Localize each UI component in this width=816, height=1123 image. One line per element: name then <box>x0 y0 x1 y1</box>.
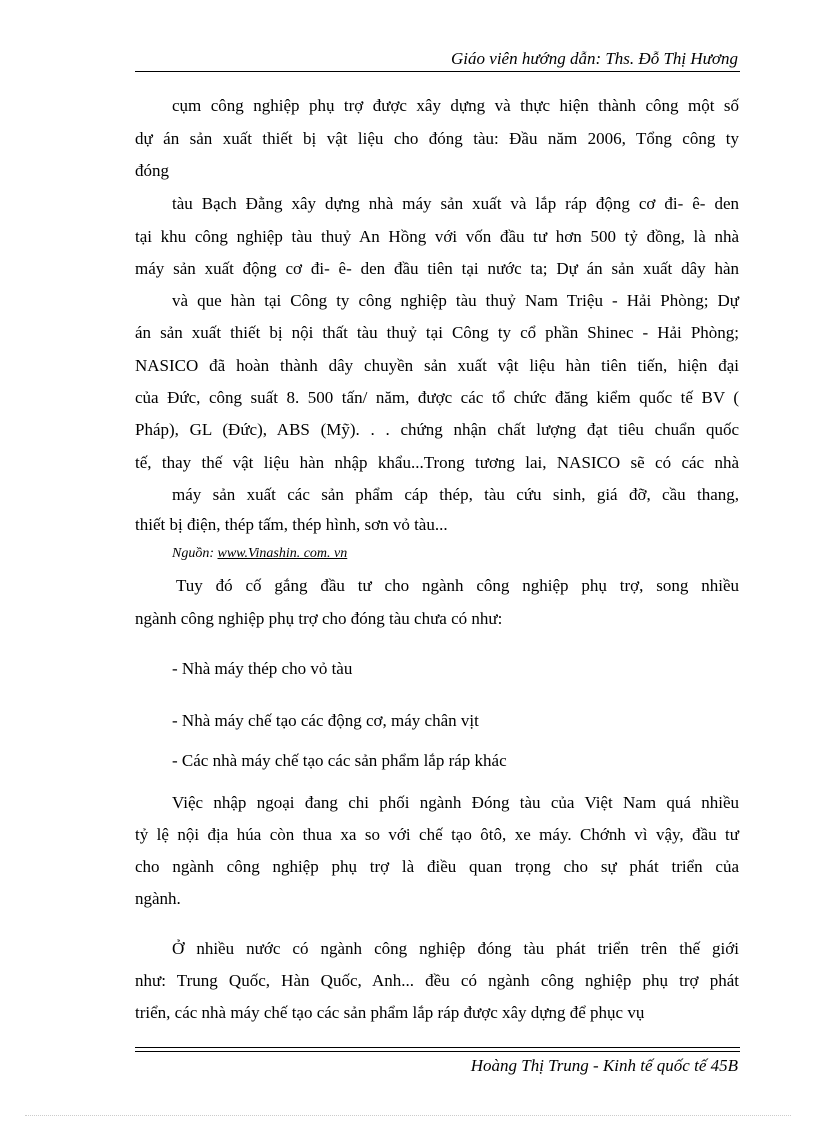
page-edge-dotted-line <box>25 1115 791 1116</box>
text-line: NASICO đã hoàn thành dây chuyền sản xuất vật liệu hàn tiên tiến, hiện đại <box>135 356 739 375</box>
text-line: đóng <box>135 161 169 180</box>
text-line: tỷ lệ nội địa húa còn thua xa so với chế tạo ôtô, xe máy. Chớnh vì vậy, đầu tư <box>135 825 739 844</box>
text-line: án sản xuất thiết bị nội thất tàu thuỷ tại Công ty cổ phần Shinec - Hải Phòng; <box>135 323 739 342</box>
bullet-item: - Các nhà máy chế tạo các sản phẩm lắp ráp khác <box>172 751 507 770</box>
footer-rule <box>135 1047 740 1048</box>
text-line: cho ngành công nghiệp phụ trợ là điều quan trọng cho sự phát triển của <box>135 857 739 876</box>
text-line: và que hàn tại Công ty công nghiệp tàu thuỷ Nam Triệu - Hải Phòng; Dự <box>172 291 739 310</box>
text-line: Tuy đó cố gắng đầu tư cho ngành công nghiệp phụ trợ, song nhiều <box>176 576 739 595</box>
text-line: Ở nhiều nước có ngành công nghiệp đóng tàu phát triển trên thế giới <box>172 939 739 958</box>
text-line: tàu Bạch Đằng xây dựng nhà máy sản xuất và lắp ráp động cơ đi- ê- den <box>172 194 739 213</box>
text-line: của Đức, công suất 8. 500 tấn/ năm, được các tổ chức đăng kiểm quốc tế BV ( <box>135 388 739 407</box>
text-line: máy sản xuất động cơ đi- ê- den đầu tiên tại nước ta; Dự án sản xuất dây hàn <box>135 259 739 278</box>
footer-author: Hoàng Thị Trung - Kinh tế quốc tế 45B <box>470 1056 738 1075</box>
header-rule <box>135 71 740 72</box>
bullet-item: - Nhà máy thép cho vỏ tàu <box>172 659 353 678</box>
text-line: cụm công nghiệp phụ trợ được xây dựng và thực hiện thành công một số <box>172 96 739 115</box>
footer-rule <box>135 1051 740 1052</box>
header-supervisor: Giáo viên hướng dẫn: Ths. Đỗ Thị Hương <box>451 49 738 68</box>
text-line: thiết bị điện, thép tấm, thép hình, sơn vỏ tàu... <box>135 515 448 534</box>
text-line: dự án sản xuất thiết bị vật liệu cho đóng tàu: Đầu năm 2006, Tổng công ty <box>135 129 739 148</box>
text-line: tế, thay thế vật liệu hàn nhập khẩu...Trong tương lai, NASICO sẽ có các nhà <box>135 453 739 472</box>
text-line: máy sản xuất các sản phẩm cáp thép, tàu cứu sinh, giá đỡ, cầu thang, <box>172 485 739 504</box>
text-line: Việc nhập ngoại đang chi phối ngành Đóng tàu của Việt Nam quá nhiều <box>172 793 739 812</box>
text-line: triển, các nhà máy chế tạo các sản phẩm lắp ráp được xây dựng để phục vụ <box>135 1003 645 1022</box>
source-citation <box>172 546 347 562</box>
text-line: ngành công nghiệp phụ trợ cho đóng tàu chưa có như: <box>135 609 503 628</box>
bullet-item: - Nhà máy chế tạo các động cơ, máy chân vịt <box>172 711 479 730</box>
source-label: Nguồn: <box>172 546 214 561</box>
text-line: ngành. <box>135 889 181 908</box>
text-line: tại khu công nghiệp tàu thuỷ An Hồng với vốn đầu tư hơn 500 tỷ đồng, là nhà <box>135 227 739 246</box>
source-link[interactable]: www.Vinashin. com. vn <box>217 546 348 561</box>
text-line: như: Trung Quốc, Hàn Quốc, Anh... đều có ngành công nghiệp phụ trợ phát <box>135 971 739 990</box>
text-line: Pháp), GL (Đức), ABS (Mỹ). . . chứng nhận chất lượng đạt tiêu chuẩn quốc <box>135 420 739 439</box>
